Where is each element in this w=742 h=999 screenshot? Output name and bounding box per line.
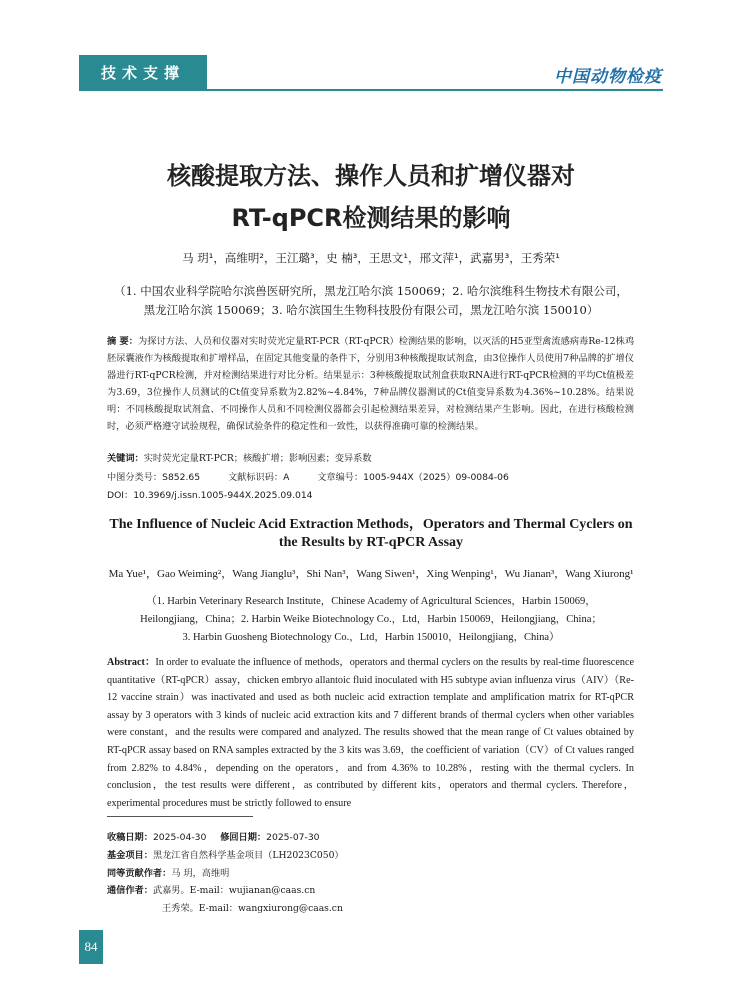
- fund-label: 基金项目：: [107, 850, 153, 861]
- classification-line: [107, 469, 509, 483]
- abstract-en: [107, 654, 634, 812]
- corresponding-1: 武嘉男。E-mail：wujianan@caas.cn: [152, 885, 316, 896]
- received-date: 2025-04-30: [152, 832, 207, 843]
- clc-label: 中图分类号：: [107, 472, 163, 483]
- affiliation-en-line1: （1. Harbin Veterinary Research Institute，Chinese Academy of Agricultural Sciences，Harbin 150069，: [146, 596, 596, 607]
- abstract-cn-label: 摘 要：: [107, 336, 138, 347]
- keywords-cn: [107, 450, 372, 464]
- page-number: 84: [79, 930, 103, 964]
- abstract-cn-text: 为探讨方法、人员和仪器对实时荧光定量RT-PCR（RT-qPCR）检测结果的影响，以灭活的H5亚型禽流感病毒Re-12株鸡胚尿囊液作为核酸提取和扩增样品，在固定其他变量的条件下，分别用3种核酸提取试剂盒，由3位操作人员使用7种品牌的扩增仪器进行RT-qPCR检测，并对检测结果进行对比分析。结果显示：3种核酸提取试剂盒获取RNA进行RT-qPCR检测的平均Ct值极差为3.69，3位操作人员测试的Ct值变异系数为2.82%~4.84%，7种品牌仪器测试的Ct值变异系数为4.36%~10.28%。结果说明：不同核酸提取试剂盒、不同操作人员和不同检测仪器都会引起检测结果差异，对检测结果产生影响。因此，在进行核酸检测时，必须严格遵守试验规程，确保试验条件的稳定性和一致性，以获得准确可靠的检测结果。: [107, 336, 635, 432]
- equal-label: 同等贡献作者：: [107, 868, 172, 879]
- authors-en: Ma Yue¹，Gao Weiming²，Wang Jianglu³，Shi Nan³，Wang Siwen¹，Xing Wenping¹，Wu Jianan³，Wang Xiurong¹: [108, 568, 634, 580]
- doc-code-value: A: [283, 472, 290, 483]
- keywords-text: 实时荧光定量RT-PCR；核酸扩增；影响因素；变异系数: [143, 453, 372, 464]
- title-en-line2: the Results by RT-qPCR Assay: [278, 535, 464, 550]
- corresponding-2: 王秀荣。E-mail：wangxiurong@caas.cn: [162, 903, 343, 914]
- footnote-equal: [107, 865, 229, 879]
- affiliation-cn-line2: 黑龙江哈尔滨 150069；3. 哈尔滨国生生物科技股份有限公司，黑龙江哈尔滨 150010）: [143, 303, 599, 317]
- doc-code-label: 文献标识码：: [227, 472, 284, 483]
- header-rule: [79, 89, 663, 91]
- footnote-fund: [107, 847, 344, 861]
- corresponding-label: 通信作者：: [107, 885, 153, 896]
- title-cn-line1: 核酸提取方法、操作人员和扩增仪器对: [167, 162, 575, 190]
- affiliation-cn-line1: （1. 中国农业科学院哈尔滨兽医研究所，黑龙江哈尔滨 150069；2. 哈尔滨维科生物技术有限公司，: [114, 284, 628, 298]
- footnote-rule: [107, 816, 253, 817]
- section-tag: 技术支撑: [79, 55, 207, 89]
- revised-label: 修回日期：: [220, 832, 267, 843]
- title-en-line1: The Influence of Nucleic Acid Extraction Methods，Operators and Thermal Cyclers on: [109, 517, 633, 532]
- fund-value: 黑龙江省自然科学基金项目（LH2023C050）: [152, 850, 344, 861]
- keywords-label: 关键词：: [107, 453, 144, 464]
- revised-date: 2025-07-30: [266, 832, 320, 843]
- journal-logo: 中国动物检疫: [554, 67, 662, 87]
- footnote-corresponding: [107, 882, 315, 896]
- affiliation-en-line3: 3. Harbin Guosheng Biotechnology Co.，Ltd，Harbin 150010，Heilongjiang，China）: [182, 632, 560, 643]
- abstract-en-text: In order to evaluate the influence of methods，operators and thermal cyclers on the results by real-time fluorescence quantitative（RT-qPCR）assay，chicken embryo allantoic fluid inoculated with H5 subtype avian influenza virus（AIV）（Re-12 vaccine strain）was inactivated and used as both nucleic acid extraction template and amplification matrix for RT-qPCR assay by 3 operators with 3 kinds of nucleic acid extraction kits and 7 different brands of thermal cyclers when other variables were constant，and the results were compared and analyzed. The results showed that the mean range of Ct values obtained by RT-qPCR assay based on RNA samples extracted by the 3 kits was 3.69，the coefficient of variation（CV）of Ct values ranged from 2.82% to 4.84%，depending on the operators，and from 4.36% to 10.28%，resting with the thermal cyclers. In conclusion，the test results were different，as contributed by different kits，operators and thermal cyclers. Therefore，experimental procedures must be strictly followed to ensure: [107, 657, 634, 809]
- abstract-en-label: Abstract：: [107, 657, 156, 668]
- affiliation-en-line2: Heilongjiang，China；2. Harbin Weike Biotechnology Co.，Ltd，Harbin 150069，Heilongjiang，China；: [140, 614, 602, 625]
- abstract-cn: [107, 333, 634, 435]
- footnote-corresponding-2: [162, 900, 343, 914]
- footnote-dates: [107, 829, 320, 843]
- authors-cn: 马 玥¹，高维明²，王江璐³，史 楠³，王思文¹，邢文萍¹，武嘉男³，王秀荣¹: [182, 251, 560, 265]
- received-label: 收稿日期：: [107, 832, 153, 843]
- doi: DOI：10.3969/j.issn.1005-944X.2025.09.014: [107, 490, 313, 501]
- title-cn-line2: RT-qPCR检测结果的影响: [231, 204, 511, 232]
- clc-value: S852.65: [162, 472, 201, 483]
- equal-value: 马 玥，高维明: [171, 868, 230, 879]
- article-no-value: 1005-944X（2025）09-0084-06: [363, 472, 509, 483]
- article-no-label: 文章编号：: [317, 472, 364, 483]
